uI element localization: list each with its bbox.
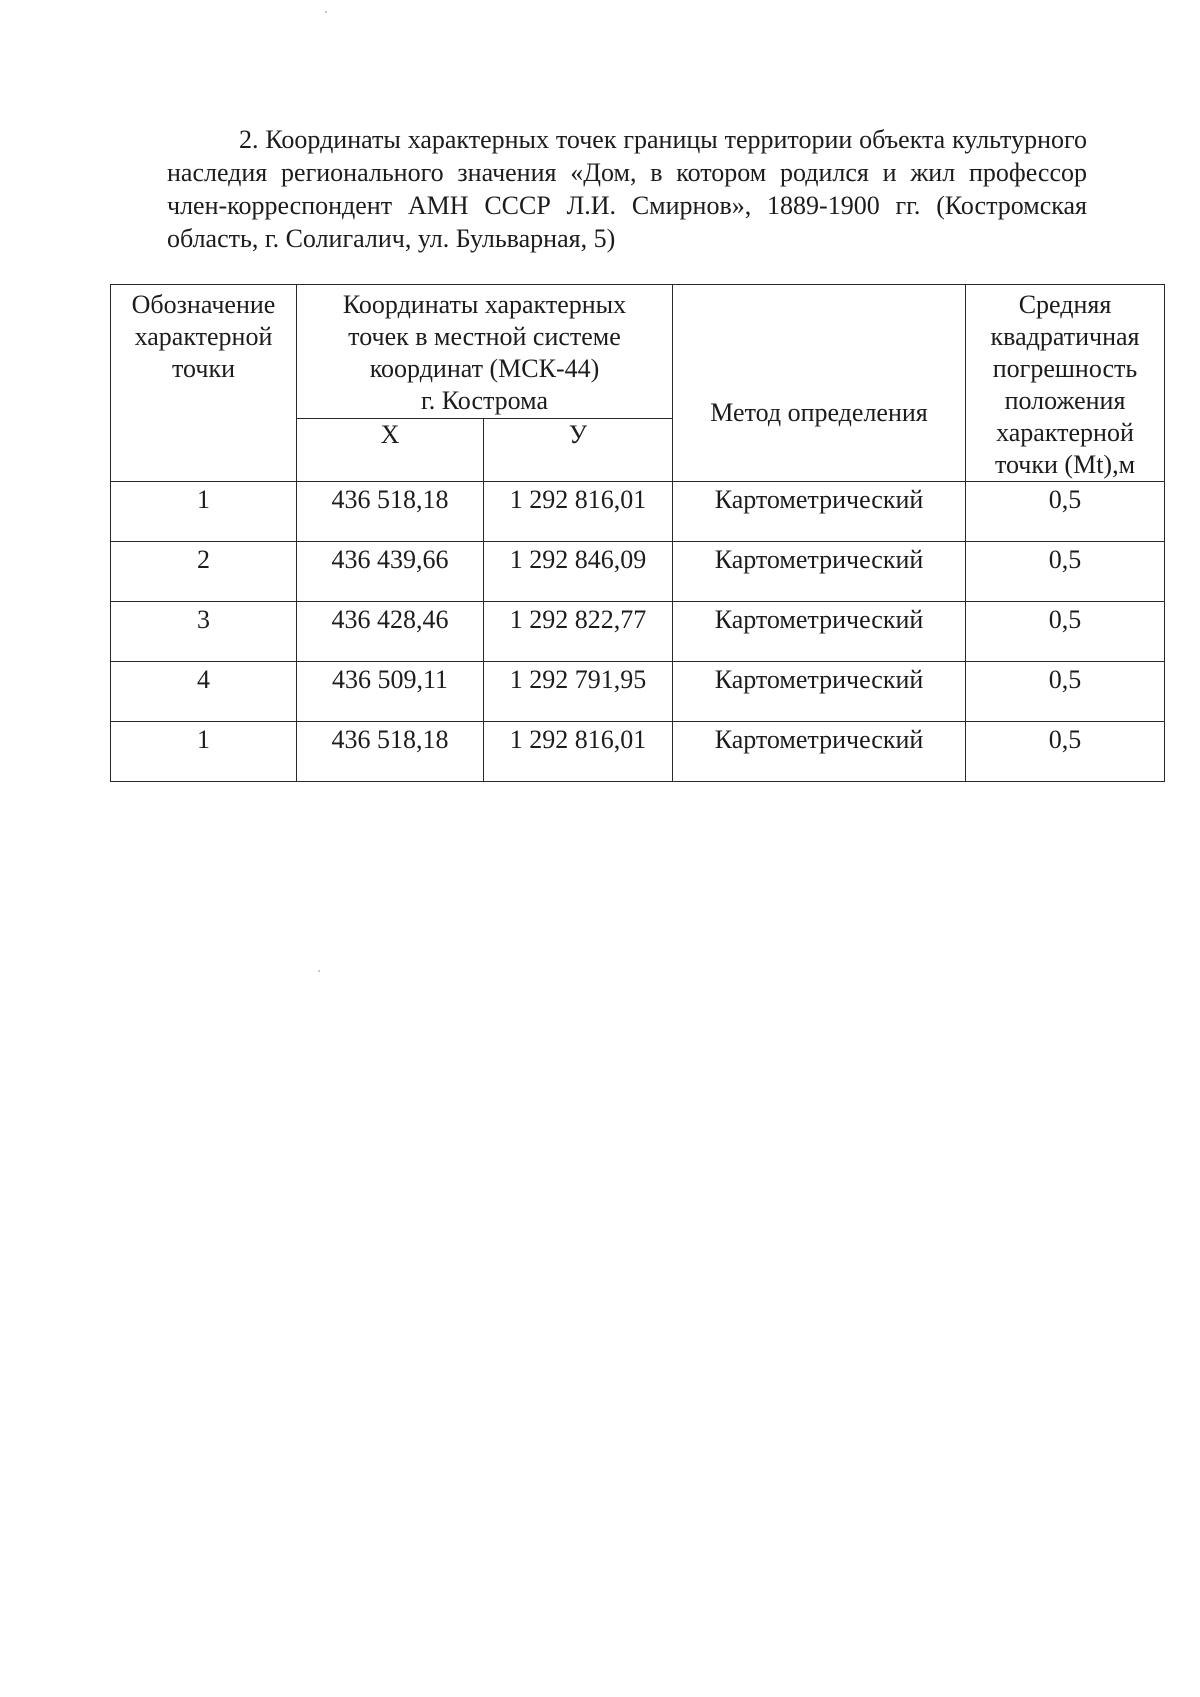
header-error-line: погрешность: [992, 354, 1138, 383]
cell-method: Картометрический: [673, 602, 966, 662]
table-row: [111, 602, 1165, 662]
header-coordinates-line: г. Кострома: [421, 386, 548, 415]
cell-x: 436 518,18: [297, 482, 484, 542]
header-error: [966, 285, 1165, 482]
header-error-line: характерной: [996, 418, 1134, 447]
cell-method: Картометрический: [673, 722, 966, 782]
cell-y: 1 292 846,09: [484, 542, 673, 602]
cell-error: 0,5: [966, 662, 1165, 722]
coordinates-table: [110, 284, 1165, 782]
cell-y: 1 292 816,01: [484, 722, 673, 782]
scan-speck: [318, 970, 320, 972]
header-coordinates: [297, 285, 673, 419]
cell-y: 1 292 791,95: [484, 662, 673, 722]
header-x: Х: [297, 418, 484, 481]
cell-point: 4: [111, 662, 297, 722]
cell-x: 436 509,11: [297, 662, 484, 722]
cell-method: Картометрический: [673, 662, 966, 722]
header-point-line: точки: [172, 354, 235, 383]
cell-error: 0,5: [966, 482, 1165, 542]
scan-speck: [325, 11, 327, 13]
intro-paragraph: 2. Координаты характерных точек границы территории объекта культурного наследия регионального значения «Дом, в котором родился и жил профессор член-корреспондент АМН СССР Л.И. Смирнов», 1889-1900 гг. (Костромская область, г. Солигалич, ул. Бульварная, 5): [167, 125, 1087, 253]
cell-x: 436 428,46: [297, 602, 484, 662]
cell-error: 0,5: [966, 602, 1165, 662]
cell-y: 1 292 816,01: [484, 482, 673, 542]
header-coordinates-line: координат (МСК-44): [369, 354, 600, 383]
cell-point: 1: [111, 722, 297, 782]
cell-error: 0,5: [966, 542, 1165, 602]
cell-method: Картометрический: [673, 482, 966, 542]
header-error-line: точки (Mt),м: [994, 450, 1136, 479]
table-body: [111, 482, 1165, 782]
header-error-line: квадратичная: [990, 322, 1140, 351]
header-method: Метод определения: [673, 285, 966, 482]
header-point: [111, 285, 297, 482]
cell-point: 1: [111, 482, 297, 542]
table-row: [111, 482, 1165, 542]
cell-point: 3: [111, 602, 297, 662]
table-row: [111, 542, 1165, 602]
cell-method: Картометрический: [673, 542, 966, 602]
cell-error: 0,5: [966, 722, 1165, 782]
header-coordinates-line: точек в местной системе: [348, 322, 621, 351]
header-coordinates-line: Координаты характерных: [342, 290, 627, 319]
cell-y: 1 292 822,77: [484, 602, 673, 662]
header-point-line: характерной: [134, 322, 273, 351]
cell-x: 436 518,18: [297, 722, 484, 782]
table-header: [111, 285, 1165, 482]
header-error-line: положения: [1004, 386, 1126, 415]
table-row: [111, 662, 1165, 722]
header-point-line: Обозначение: [131, 290, 276, 319]
header-error-line: Средняя: [1018, 290, 1112, 319]
table-row: [111, 722, 1165, 782]
header-row: [111, 285, 1165, 419]
cell-point: 2: [111, 542, 297, 602]
header-y: У: [484, 418, 673, 481]
cell-x: 436 439,66: [297, 542, 484, 602]
